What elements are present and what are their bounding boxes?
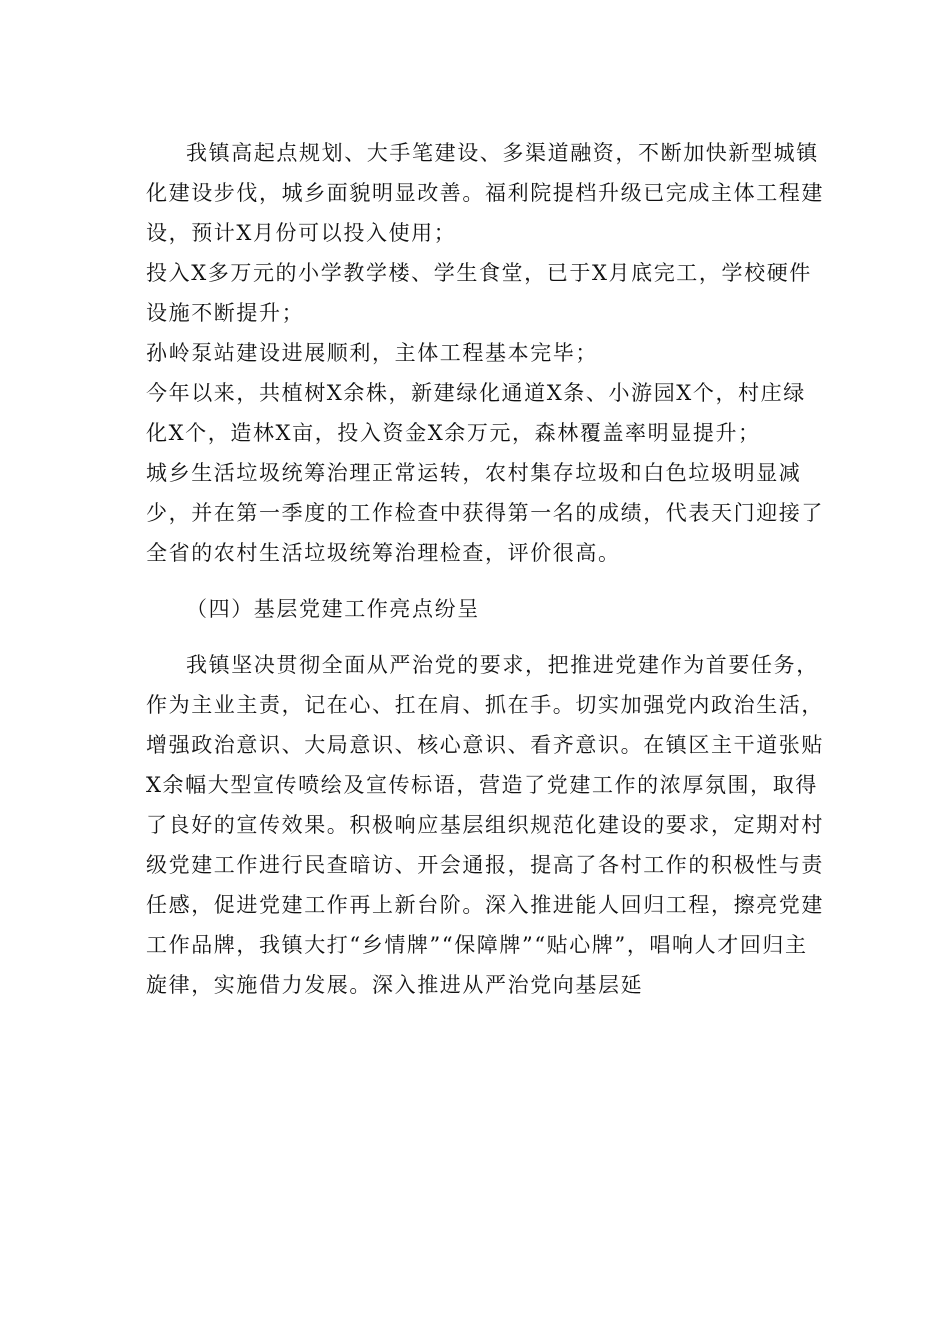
paragraph-school-investment: 投入X多万元的小学教学楼、学生食堂，已于X月底完工，学校硬件设施不断提升；	[146, 261, 812, 325]
paragraph-pump-station: 孙岭泵站建设进展顺利，主体工程基本完毕；	[146, 341, 598, 365]
paragraph-town-construction: 我镇高起点规划、大手笔建设、多渠道融资，不断加快新型城镇化建设步伐，城乡面貌明显改善。福利院提档升级已完成主体工程建设，预计X月份可以投入使用；	[146, 141, 824, 245]
paragraph-party-building: 我镇坚决贯彻全面从严治党的要求，把推进党建作为首要任务，作为主业主责，记在心、扛在肩、抓在手。切实加强党内政治生活，增强政治意识、大局意识、核心意识、看齐意识。在镇区主干道张贴X余幅大型宣传喷绘及宣传标语，营造了党建工作的浓厚氛围，取得了良好的宣传效果。积极响应基层组织规范化建设的要求，定期对村级党建工作进行民查暗访、开会通报，提高了各村工作的积极性与责任感，促进党建工作再上新台阶。深入推进能人回归工程，擦亮党建工作品牌，我镇大打“乡情牌”“保障牌”“贴心牌”，唱响人才回归主旋律，实施借力发展。深入推进从严治党向基层延	[146, 653, 824, 997]
paragraph-afforestation: 今年以来，共植树X余株，新建绿化通道X条、小游园X个，村庄绿化X个，造林X亩，投入资金X余万元，森林覆盖率明显提升；	[146, 381, 806, 445]
paragraph-waste-management: 城乡生活垃圾统筹治理正常运转，农村集存垃圾和白色垃圾明显减少，并在第一季度的工作检查中获得第一名的成绩，代表天门迎接了全省的农村生活垃圾统筹治理检查，评价很高。	[146, 461, 824, 565]
section-heading: （四）基层党建工作亮点纷呈	[186, 597, 480, 621]
document-body	[146, 133, 826, 1005]
